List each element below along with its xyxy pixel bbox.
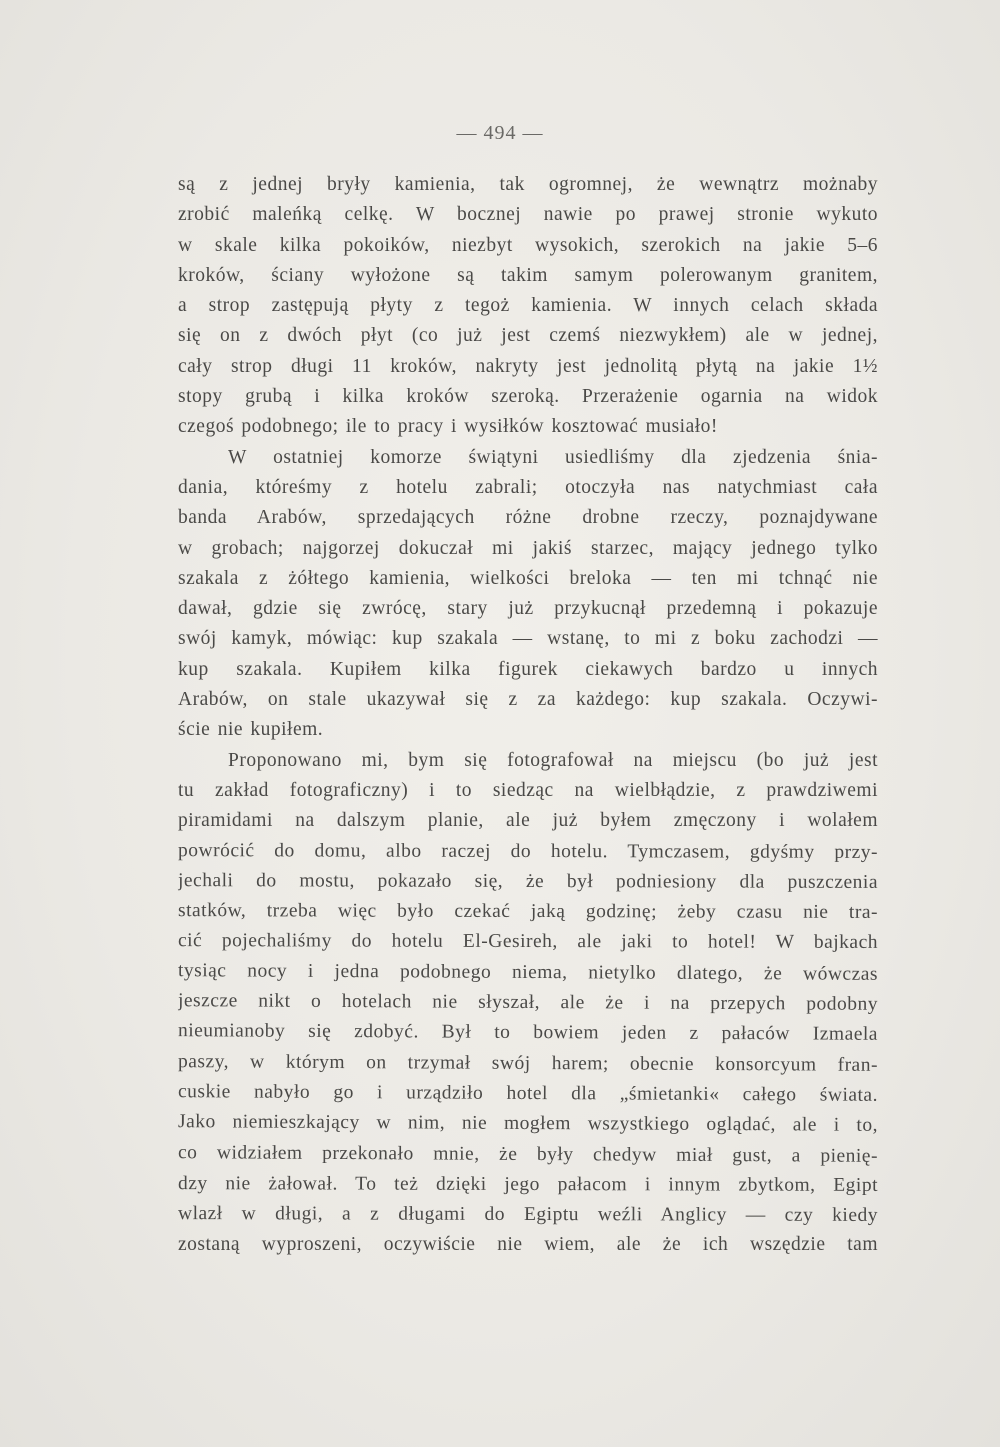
- text-line: banda Arabów, sprzedających różne drobne rzeczy, poznajdywane: [178, 507, 878, 529]
- text-line: się on z dwóch płyt (co już jest czemś niezwykłem) ale w jednej,: [178, 325, 878, 347]
- text-line: cić pojechaliśmy do hotelu El-Gesireh, ale jaki to hotel! W bajkach: [177, 930, 879, 954]
- text-line: paszy, w którym on trzymał swój harem; obecnie konsorcyum fran-: [177, 1050, 879, 1076]
- text-line: dawał, gdzie się zwrócę, stary już przykucnął przedemną i pokazuje: [178, 598, 878, 620]
- text-line: statków, trzeba więc było czekać jaką godzinę; żeby czasu nie tra-: [177, 900, 879, 924]
- text-line: dzy nie żałował. To też dzięki jego pałacom i innym zbytkom, Egipt: [177, 1172, 879, 1196]
- text-line: W ostatniej komorze świątyni usiedliśmy dla zjedzenia śnia-: [228, 446, 878, 468]
- text-line: piramidami na dalszym planie, ale już byłem zmęczony i wolałem: [178, 810, 878, 832]
- text-line: cuskie nabyło go i urządziło hotel dla „śmietanki« całego świata.: [177, 1081, 879, 1106]
- text-line: w skale kilka pokoików, niezbyt wysokich, szerokich na jakie 5–6: [178, 234, 878, 256]
- text-line: tysiąc nocy i jedna podobnego niema, nietylko dlatego, że wówczas: [177, 959, 879, 985]
- text-line: a strop zastępują płyty z tegoż kamienia. W innych celach składa: [178, 295, 878, 317]
- text-line: Jako niemieszkający w nim, nie mogłem wszystkiego oglądać, ale i to,: [177, 1111, 879, 1137]
- text-line: czegoś podobnego; ile to pracy i wysiłków kosztować musiało!: [178, 416, 718, 438]
- text-line: wlazł w długi, a z długami do Egiptu weźli Anglicy — czy kiedy: [177, 1203, 879, 1227]
- text-line: w grobach; najgorzej dokuczał mi jakiś starzec, mający jednego tylko: [178, 537, 878, 559]
- text-line: Arabów, on stale ukazywał się z za każdego: kup szakala. Oczywi-: [178, 689, 878, 711]
- text-line: szakala z żółtego kamienia, wielkości breloka — ten mi tchnąć nie: [178, 567, 878, 589]
- text-line: swój kamyk, mówiąc: kup szakala — wstanę, to mi z boku zachodzi —: [178, 628, 878, 650]
- text-line: cały strop długi 11 kroków, nakryty jest jednolitą płytą na jakie 1½: [178, 355, 878, 377]
- text-line: Proponowano mi, bym się fotografował na miejscu (bo już jest: [228, 749, 878, 771]
- text-line: ście nie kupiłem.: [178, 719, 324, 741]
- body-text: [178, 170, 878, 1261]
- text-line: tu zakład fotograficzny) i to siedząc na wielbłądzie, z prawdziwemi: [178, 779, 878, 801]
- text-line: jechali do mostu, pokazało się, że był podniesiony dla puszczenia: [177, 869, 879, 893]
- text-line: stopy grubą i kilka kroków szeroką. Przerażenie ogarnia na widok: [178, 386, 878, 408]
- text-line: kup szakala. Kupiłem kilka figurek ciekawych bardzo u innych: [178, 658, 878, 680]
- text-line: nieumianoby się zdobyć. Był to bowiem jeden z pałaców Izmaela: [177, 1020, 879, 1046]
- text-line: kroków, ściany wyłożone są takim samym polerowanym granitem,: [178, 264, 878, 286]
- text-line: dania, któreśmy z hotelu zabrali; otoczyła nas natychmiast cała: [178, 476, 878, 498]
- text-line: zrobić maleńką celkę. W bocznej nawie po prawej stronie wykuto: [178, 204, 878, 226]
- text-line: co widziałem przekonało mnie, że były chedyw miał gust, a pienię-: [177, 1141, 879, 1167]
- page-number: — 494 —: [456, 122, 544, 144]
- text-line: zostaną wyproszeni, oczywiście nie wiem, ale że ich wszędzie tam: [178, 1234, 878, 1256]
- text-line: powrócić do domu, albo raczej do hotelu. Tymczasem, gdyśmy przy-: [177, 839, 879, 863]
- text-line: są z jednej bryły kamienia, tak ogromnej, że wewnątrz możnaby: [178, 174, 878, 195]
- text-line: jeszcze nikt o hotelach nie słyszał, ale że i na przepych podobny: [177, 990, 879, 1015]
